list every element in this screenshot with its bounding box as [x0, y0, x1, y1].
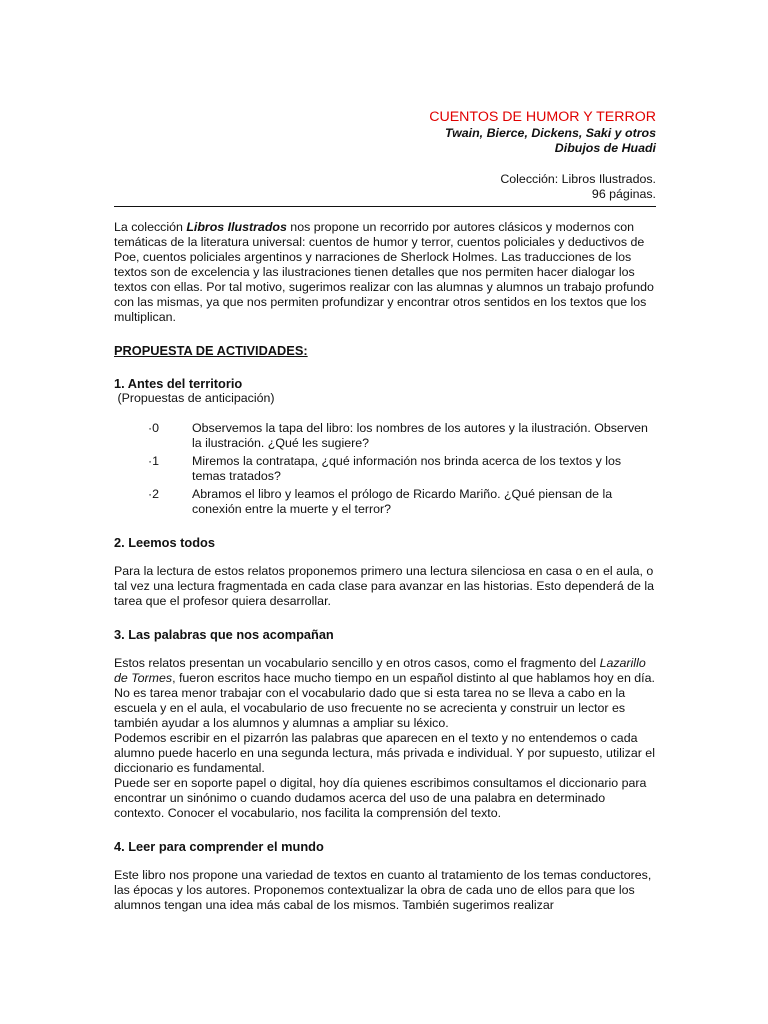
- list-item: [148, 487, 656, 517]
- book-pages: 96 páginas.: [591, 187, 656, 201]
- section-4-body: Este libro nos propone una variedad de textos en cuanto al tratamiento de los temas conductores, las épocas y los autores. Proponemos contextualizar la obra de cada uno de ellos para que los alumnos tengan una idea más cabal de los mismos. También sugerimos realizar: [114, 868, 652, 912]
- section-1-note: [114, 391, 656, 406]
- section-3-p1-end: , fueron escritos hace mucho tiempo en un español distinto al que hablamos hoy en día.: [172, 671, 655, 685]
- list-item-text: Miremos la contratapa, ¿qué información nos brinda acerca de los textos y los temas tratados?: [192, 454, 622, 483]
- section-3-paragraph-1: [114, 656, 656, 686]
- section-3-paragraph-2: No es tarea menor trabajar con el vocabulario dado que si esta tarea no se lleva a cabo en la escuela y en el aula, el vocabulario de uso frecuente no se acrecienta y construir un lector es también ayudar a los alumnos y alumnas a ampliar su léxico.: [114, 686, 626, 730]
- intro-text-rest: nos propone un recorrido por autores clásicos y modernos con temáticas de la literatura universal: cuentos de humor y terror, cuentos policiales y deductivos de Poe, cuentos policiales argentinos y narraciones de Sherlock Holmes. Las traducciones de los textos son de excelencia y las ilustraciones tienen detalles que nos permiten hacer dialogar los textos con ellas. Por tal motivo, sugerimos realizar con las alumnas y alumnos un trabajo profundo con las mismas, ya que nos permiten profundizar y encontrar otros sentidos en los textos que los multiplican.: [114, 220, 654, 324]
- list-item: [148, 454, 656, 484]
- intro-paragraph: [114, 220, 656, 325]
- document-body: [114, 220, 656, 913]
- intro-text-start: La colección: [114, 220, 187, 234]
- lazarillo-title: Lazarillo de Tormes: [114, 656, 646, 685]
- list-item-number: ·0: [148, 421, 160, 435]
- list-item-number: ·2: [148, 487, 160, 501]
- list-item: [148, 421, 656, 451]
- section-3-heading: 3. Las palabras que nos acompañan: [114, 627, 334, 642]
- book-collection: Colección: Libros Ilustrados.: [500, 172, 656, 186]
- section-1-note-text: (Propuestas de anticipación): [117, 391, 275, 405]
- section-4-heading: 4. Leer para comprender el mundo: [114, 839, 324, 854]
- document-header: [114, 108, 656, 202]
- header-divider: [114, 206, 656, 207]
- section-2-body: Para la lectura de estos relatos proponemos primero una lectura silenciosa en casa o en el aula, o tal vez una lectura fragmentada en cada clase para avanzar en las historias. Esto dependerá de la tarea que el profesor quiera desarrollar.: [114, 564, 655, 608]
- collection-name: Libros Ilustrados: [186, 220, 287, 234]
- section-3-body: [114, 656, 656, 821]
- list-item-number: ·1: [148, 454, 160, 468]
- section-2-heading: 2. Leemos todos: [114, 535, 215, 550]
- book-title: CUENTOS DE HUMOR Y TERROR: [429, 109, 656, 125]
- section-3-p1-start: Estos relatos presentan un vocabulario sencillo y en otros casos, como el fragmento del: [114, 656, 600, 670]
- section-3-paragraph-4: Puede ser en soporte papel o digital, hoy día quienes escribimos consultamos el diccionario para encontrar un sinónimo o cuando dudamos acerca del uso de una palabra en determinado contexto. Conocer el vocabulario, nos facilita la comprensión del texto.: [114, 776, 647, 820]
- section-1-heading: 1. Antes del territorio: [114, 376, 243, 391]
- section-3-paragraph-3: Podemos escribir en el pizarrón las palabras que aparecen en el texto y no entendemos o cada alumno puede hacerlo en una segunda lectura, más privada e individual. Y por supuesto, utilizar el diccionario es fundamental.: [114, 731, 655, 775]
- book-authors: Twain, Bierce, Dickens, Saki y otros: [445, 126, 656, 140]
- book-illustrator: Dibujos de Huadi: [554, 141, 656, 155]
- list-item-text: Observemos la tapa del libro: los nombres de los autores y la ilustración. Observen la ilustración. ¿Qué les sugiere?: [192, 421, 648, 450]
- activities-heading: PROPUESTA DE ACTIVIDADES:: [114, 343, 308, 358]
- list-item-text: Abramos el libro y leamos el prólogo de Ricardo Mariño. ¿Qué piensan de la conexión entre la muerte y el terror?: [192, 487, 613, 516]
- section-1-list: [114, 421, 656, 517]
